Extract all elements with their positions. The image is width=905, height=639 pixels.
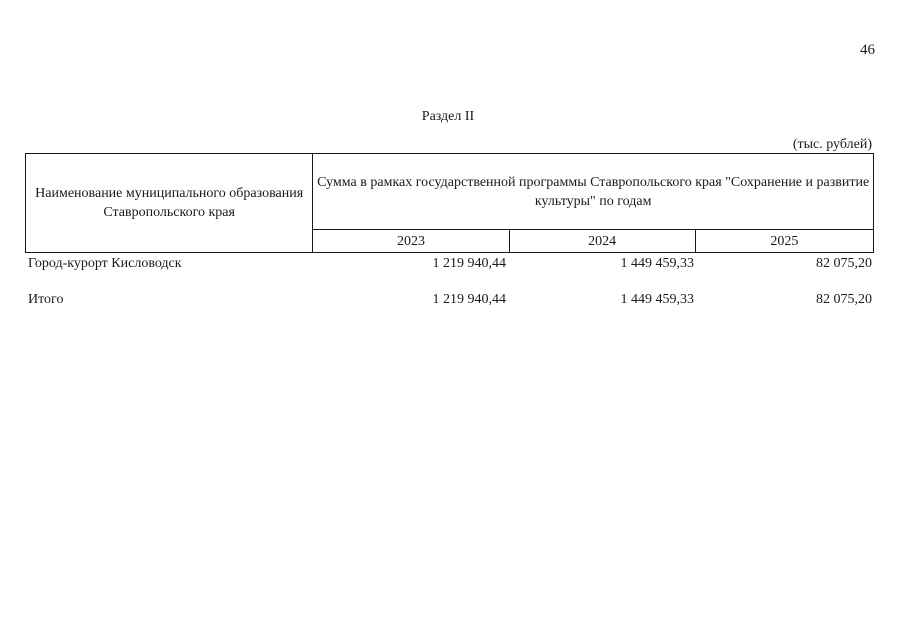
row-name: Итого <box>28 292 64 307</box>
header-year-2025: 2025 <box>695 230 873 253</box>
header-sum-text: Сумма в рамках государственной программы Ставропольского края "Сохранение и развитие культуры" по годам <box>317 174 870 209</box>
row-value-2023: 1 219 940,44 <box>432 292 506 307</box>
table-row-total <box>28 292 874 310</box>
table-header <box>25 153 874 253</box>
section-title: Раздел II <box>421 109 475 124</box>
header-year-2023: 2023 <box>313 230 509 253</box>
header-sum-cell <box>313 154 874 230</box>
header-name-cell <box>26 154 313 253</box>
header-name-text: Наименование муниципального образования Ставропольского края <box>35 186 304 220</box>
row-value-2023: 1 219 940,44 <box>432 256 506 271</box>
header-year-2024: 2024 <box>509 230 695 253</box>
units-label: (тыс. рублей) <box>792 137 872 152</box>
page-number: 46 <box>860 42 875 58</box>
row-value-2025: 82 075,20 <box>816 292 872 307</box>
row-value-2025: 82 075,20 <box>816 256 872 271</box>
row-value-2024: 1 449 459,33 <box>620 256 694 271</box>
row-name: Город-курорт Кисловодск <box>28 256 182 271</box>
table-row <box>28 256 874 274</box>
row-value-2024: 1 449 459,33 <box>620 292 694 307</box>
